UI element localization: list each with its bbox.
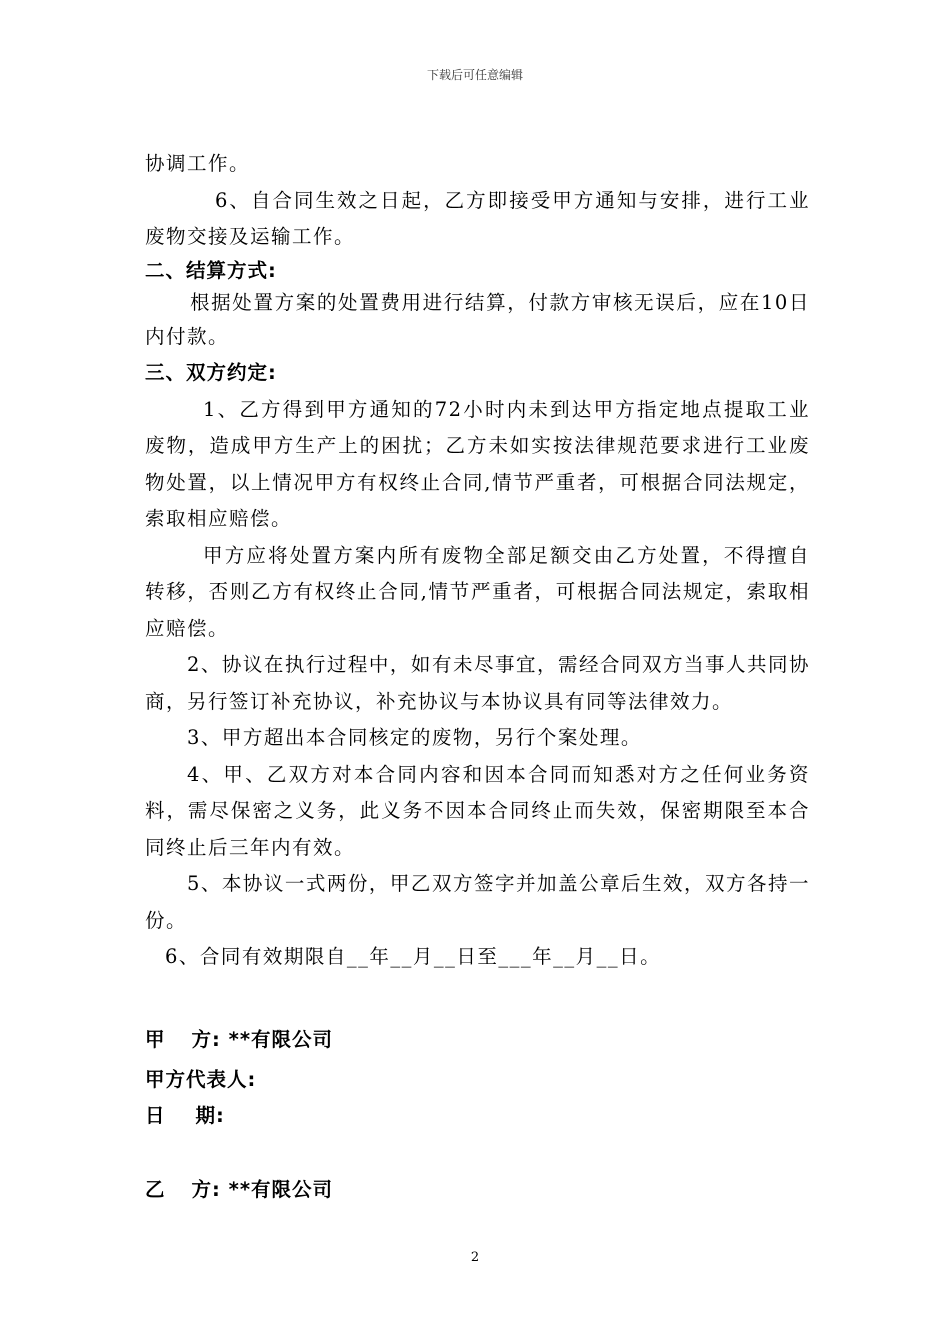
section-heading: 三、双方约定: (145, 360, 277, 384)
party-a-label-suffix: 方: (191, 1028, 221, 1051)
paragraph: 协调工作。 (145, 152, 251, 175)
page-number: 2 (470, 1250, 480, 1265)
party-a-label: 甲 (145, 1028, 166, 1051)
date-line (145, 1100, 225, 1128)
party-a-name: **有限公司 (228, 1028, 334, 1051)
paragraph: 5、本协议一式两份，甲乙双方签字并加盖公章后生效，双方各持一份。 (145, 872, 810, 932)
paragraph: 2、协议在执行过程中，如有未尽事宜，需经合同双方当事人共同协商，另行签订补充协议，补充协议与本协议具有同等法律效力。 (145, 653, 810, 713)
section-heading: 二、结算方式: (145, 258, 277, 282)
party-b-name: **有限公司 (228, 1178, 334, 1201)
paragraph: 根据处置方案的处置费用进行结算，付款方审核无误后，应在10日内付款。 (145, 290, 810, 348)
party-a-representative: 甲方代表人: (145, 1068, 257, 1091)
paragraph: 6、合同有效期限自__年__月__日至___年__月__日。 (165, 945, 662, 968)
document-body (145, 146, 810, 976)
page-header: 下载后可任意编辑 (426, 68, 523, 82)
paragraph: 3、甲方超出本合同核定的废物，另行个案处理。 (187, 726, 642, 749)
party-b-line (145, 1174, 333, 1202)
date-label-suffix: 期: (195, 1104, 225, 1127)
party-b-label: 乙 (145, 1178, 166, 1201)
date-label: 日 (145, 1104, 166, 1127)
party-b-label-suffix: 方: (191, 1178, 221, 1201)
party-a-line (145, 1024, 333, 1052)
paragraph: 4、甲、乙双方对本合同内容和因本合同而知悉对方之任何业务资料，需尽保密之义务，此义务不因本合同终止而失效，保密期限至本合同终止后三年内有效。 (145, 762, 810, 859)
paragraph: 1、乙方得到甲方通知的72小时内未到达甲方指定地点提取工业废物，造成甲方生产上的困扰；乙方未如实按法律规范要求进行工业废物处置，以上情况甲方有权终止合同,情节严重者，可根据合同法规定，索取相应赔偿。 (145, 397, 810, 530)
paragraph: 甲方应将处置方案内所有废物全部足额交由乙方处置，不得擅自转移，否则乙方有权终止合同,情节严重者，可根据合同法规定，索取相应赔偿。 (145, 543, 810, 640)
paragraph: 6、自合同生效之日起，乙方即接受甲方通知与安排，进行工业废物交接及运输工作。 (145, 188, 810, 248)
